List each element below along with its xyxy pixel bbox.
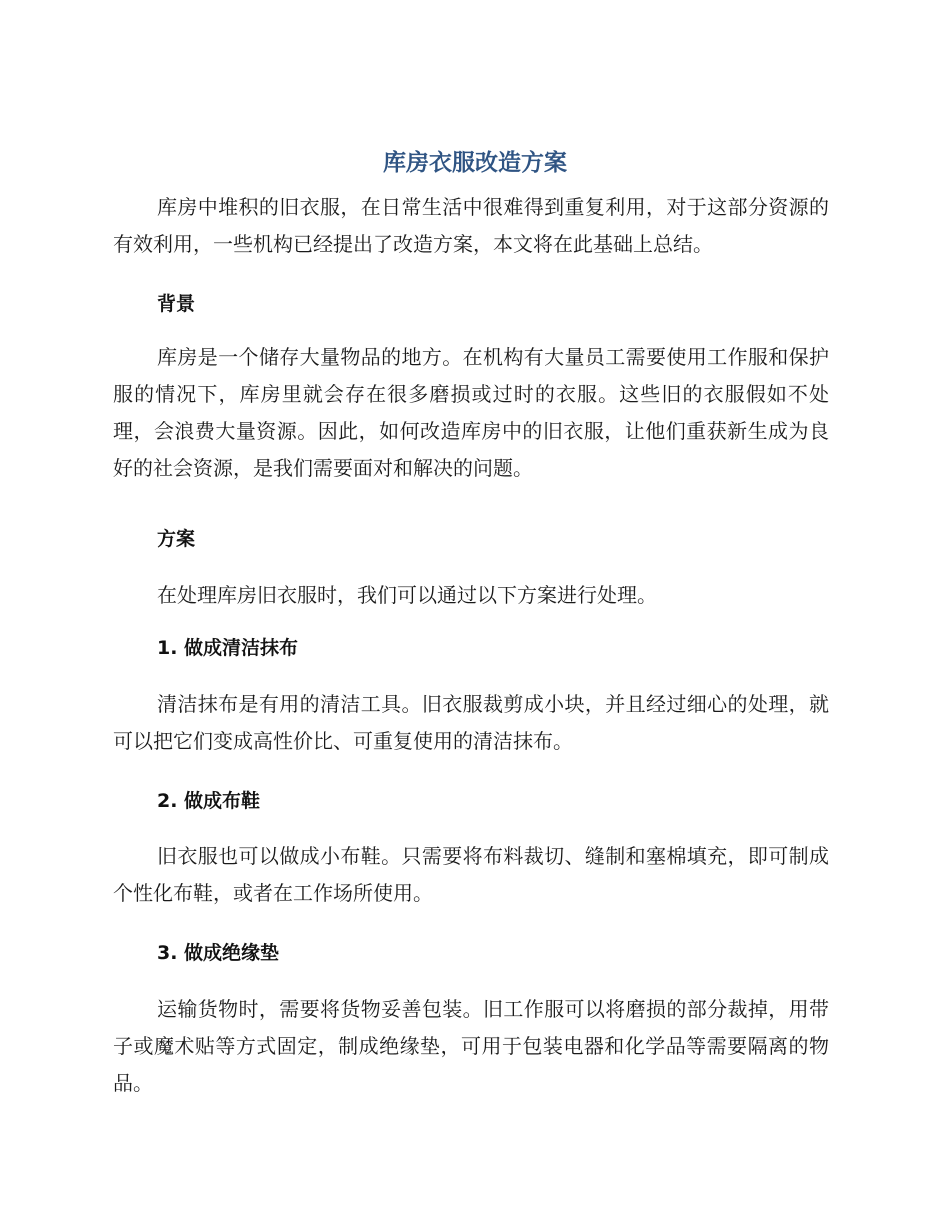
item-heading-cleaning-cloth: 1. 做成清洁抹布 bbox=[157, 637, 299, 659]
intro-paragraph: 库房中堆积的旧衣服，在日常生活中很难得到重复利用，对于这部分资源的有效利用，一些机构已经提出了改造方案，本文将在此基础上总结。 bbox=[113, 195, 829, 256]
document-title: 库房衣服改造方案 bbox=[383, 150, 567, 176]
item-paragraph-cloth-shoes: 旧衣服也可以做成小布鞋。只需要将布料裁切、缝制和塞棉填充，即可制成个性化布鞋，或者在工作场所使用。 bbox=[113, 844, 829, 905]
item-heading-insulation-pad: 3. 做成绝缘垫 bbox=[157, 942, 280, 964]
background-paragraph: 库房是一个储存大量物品的地方。在机构有大量员工需要使用工作服和保护服的情况下，库房里就会存在很多磨损或过时的衣服。这些旧的衣服假如不处理，会浪费大量资源。因此，如何改造库房中的旧衣服，让他们重获新生成为良好的社会资源，是我们需要面对和解决的问题。 bbox=[113, 345, 829, 480]
item-paragraph-insulation-pad: 运输货物时，需要将货物妥善包装。旧工作服可以将磨损的部分裁掉，用带子或魔术贴等方式固定，制成绝缘垫，可用于包装电器和化学品等需要隔离的物品。 bbox=[113, 997, 829, 1095]
item-paragraph-cleaning-cloth: 清洁抹布是有用的清洁工具。旧衣服裁剪成小块，并且经过细心的处理，就可以把它们变成高性价比、可重复使用的清洁抹布。 bbox=[113, 692, 829, 753]
section-heading-background: 背景 bbox=[157, 293, 196, 315]
item-heading-cloth-shoes: 2. 做成布鞋 bbox=[157, 790, 261, 812]
plan-paragraph: 在处理库房旧衣服时，我们可以通过以下方案进行处理。 bbox=[157, 583, 657, 607]
section-heading-plan: 方案 bbox=[157, 528, 196, 550]
